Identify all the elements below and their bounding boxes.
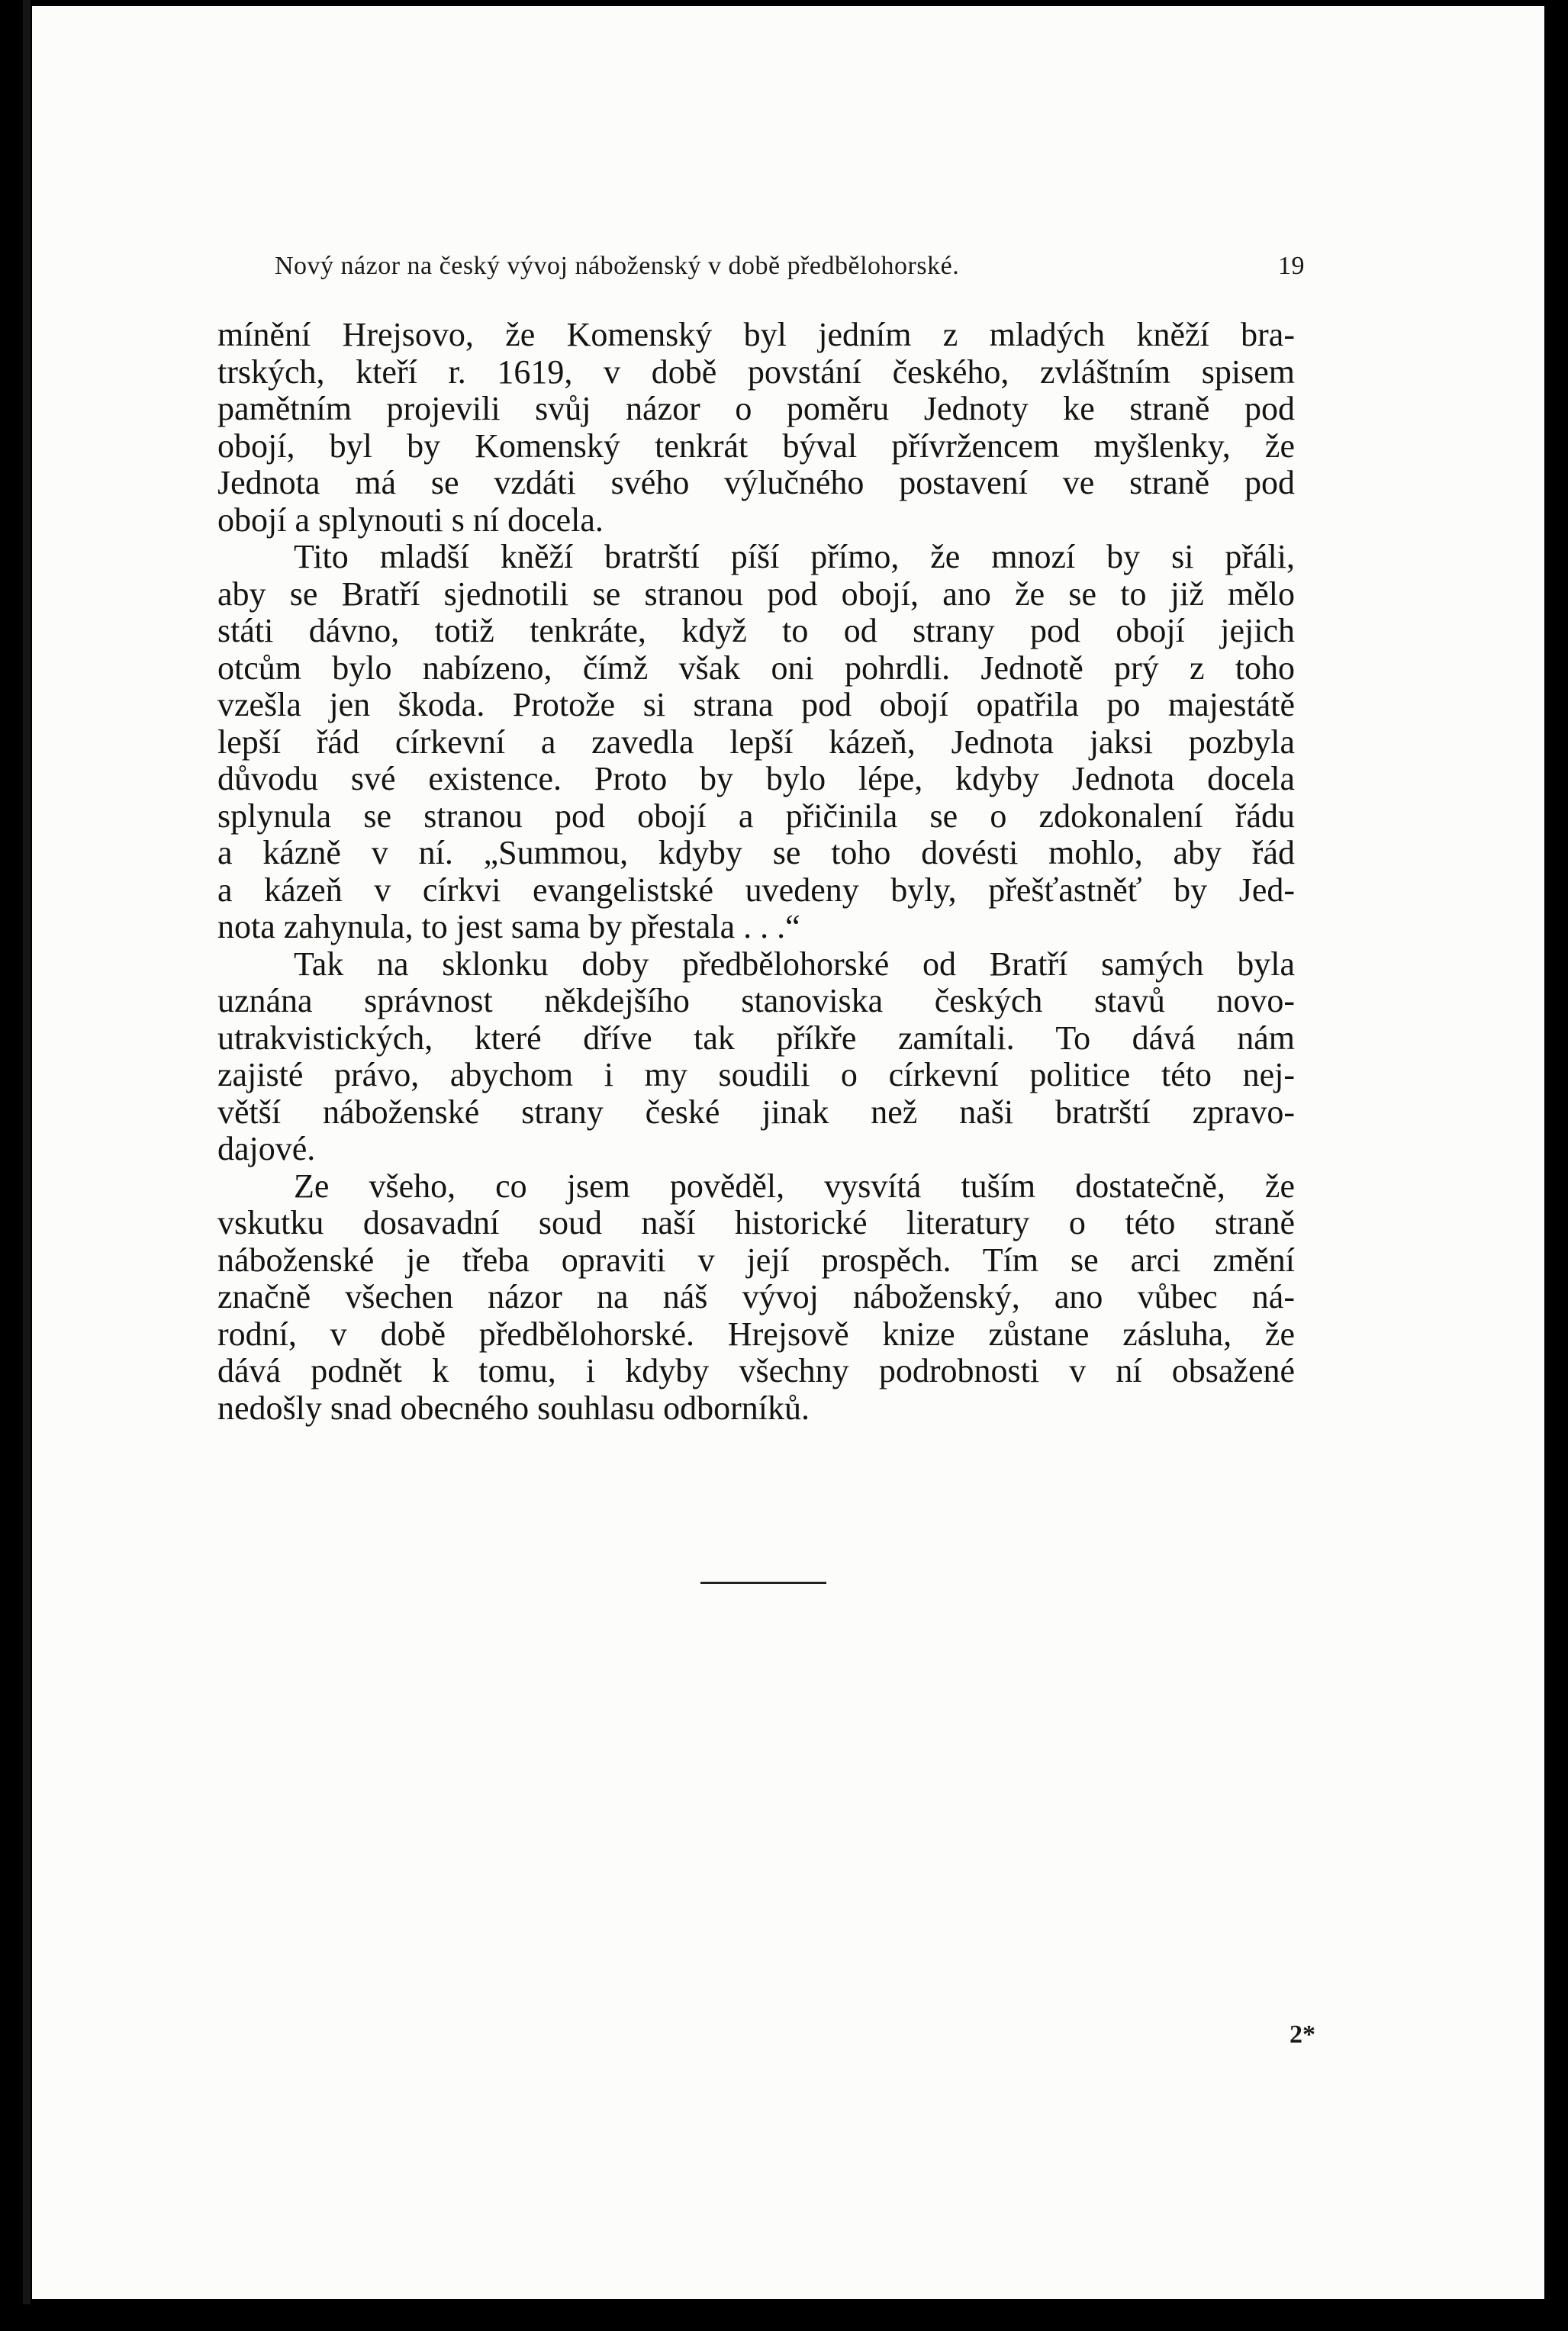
text-line: obojí, byl by Komenský tenkrát býval přívržencem myšlenky, že (217, 427, 1295, 465)
body-text (217, 317, 1295, 1427)
text-line: Tito mladší kněží bratrští píší přímo, že mnozí by si přáli, (294, 539, 1295, 575)
scan-edge-left (23, 0, 31, 2304)
text-line: dává podnět k tomu, i kdyby všechny podrobnosti v ní obsažené (217, 1353, 1295, 1389)
text-line: pamětním projevili svůj názor o poměru Jednoty ke straně pod (217, 391, 1295, 427)
text-line: vskutku dosavadní soud naší historické literatury o této straně (217, 1205, 1295, 1241)
text-line: nedošly snad obecného souhlasu odborníků. (217, 1389, 810, 1427)
text-line: obojí a splynouti s ní docela. (217, 501, 604, 539)
text-line: aby se Bratří sjednotili se stranou pod obojí, ano že se to již mělo (217, 575, 1295, 613)
text-line: a kázeň v církvi evangelistské uvedeny byly, přešťastněť by Jed- (217, 871, 1295, 909)
text-line: státi dávno, totiž tenkráte, když to od strany pod obojí jejich (217, 613, 1295, 649)
text-line: splynula se stranou pod obojí a přičinila se o zdokonalení řádu (217, 797, 1295, 835)
text-line: nota zahynula, to jest sama by přestala . . .“ (217, 909, 800, 945)
text-line: lepší řád církevní a zavedla lepší kázeň, Jednota jaksi pozbyla (217, 723, 1295, 761)
closing-rule (700, 1582, 826, 1584)
text-line: Tak na sklonku doby předbělohorské od Bratří samých byla (294, 945, 1295, 983)
text-line: Jednota má se vzdáti svého výlučného postavení ve straně pod (217, 465, 1295, 501)
scan-edge-right (1544, 0, 1568, 2331)
text-line: mínění Hrejsovo, že Komenský byl jedním z mladých kněží bra- (217, 317, 1295, 353)
text-line: uznána správnost někdejšího stanoviska českých stavů novo- (217, 983, 1295, 1019)
text-line: trských, kteří r. 1619, v době povstání českého, zvláštním spisem (217, 353, 1295, 391)
text-line: vzešla jen škoda. Protože si strana pod obojí opatřila po majestátě (217, 687, 1295, 723)
text-line: rodní, v době předbělohorské. Hrejsově knize zůstane zásluha, že (217, 1315, 1295, 1353)
text-line: zajisté právo, abychom i my soudili o církevní politice této nej- (217, 1057, 1295, 1093)
text-line: větší náboženské strany české jinak než naši bratrští zpravo- (217, 1093, 1295, 1131)
text-line: důvodu své existence. Proto by bylo lépe, kdyby Jednota docela (217, 761, 1295, 797)
text-line: utrakvistických, které dříve tak příkře zamítali. To dává nám (217, 1019, 1295, 1057)
signature-mark: 2* (1289, 2020, 1315, 2049)
running-head-title: Nový názor na český vývoj náboženský v době předbělohorské. (275, 252, 960, 280)
running-head (244, 252, 1305, 298)
text-line: náboženské je třeba opraviti v její prospěch. Tím se arci změní (217, 1241, 1295, 1279)
text-line: značně všechen názor na náš vývoj náboženský, ano vůbec ná- (217, 1279, 1295, 1315)
text-line: dajové. (217, 1131, 316, 1167)
page-number: 19 (1278, 252, 1305, 280)
text-line: Ze všeho, co jsem pověděl, vysvítá tuším dostatečně, že (294, 1167, 1295, 1205)
text-line: a kázně v ní. „Summou, kdyby se toho dovésti mohlo, aby řád (217, 835, 1295, 871)
text-line: otcům bylo nabízeno, čímž však oni pohrdli. Jednotě prý z toho (217, 649, 1295, 687)
